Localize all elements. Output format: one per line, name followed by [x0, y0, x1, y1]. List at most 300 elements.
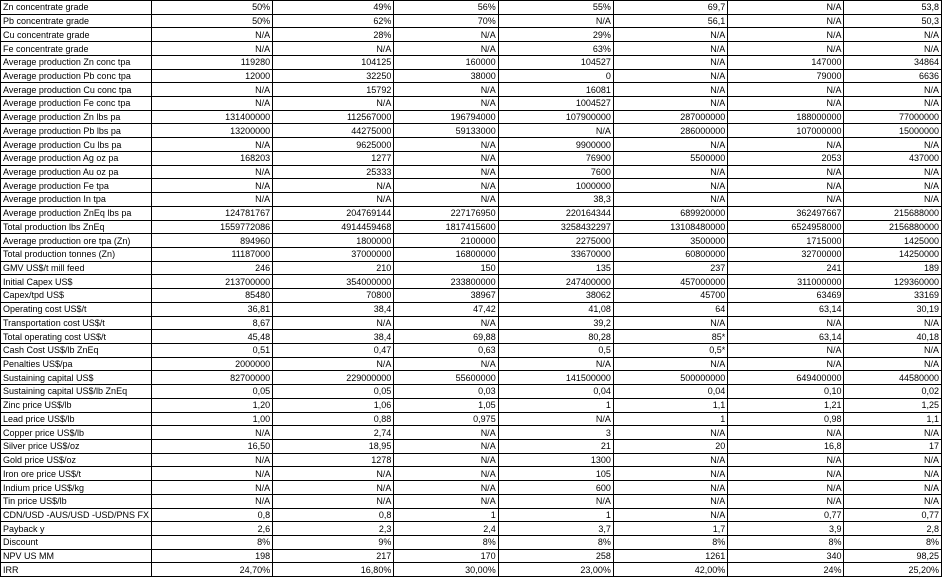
value-cell[interactable]: 30,19 [844, 302, 942, 316]
value-cell[interactable]: 247400000 [498, 275, 613, 289]
value-cell[interactable]: 147000 [728, 55, 844, 69]
value-cell[interactable]: 1800000 [273, 234, 394, 248]
value-cell[interactable]: 39,2 [498, 316, 613, 330]
value-cell[interactable]: 38,4 [273, 330, 394, 344]
value-cell[interactable]: 63469 [728, 289, 844, 303]
value-cell[interactable]: 210 [273, 261, 394, 275]
value-cell[interactable]: 47,42 [394, 302, 498, 316]
row-label-cell[interactable]: Sustaining capital US$/lb ZnEq [1, 385, 152, 399]
value-cell[interactable]: 500000000 [613, 371, 727, 385]
value-cell[interactable]: 215688000 [844, 206, 942, 220]
value-cell[interactable]: 40,18 [844, 330, 942, 344]
value-cell[interactable]: 168203 [152, 151, 273, 165]
value-cell[interactable]: 129360000 [844, 275, 942, 289]
row-label-cell[interactable]: Copper price US$/lb [1, 426, 152, 440]
value-cell[interactable]: N/A [844, 343, 942, 357]
value-cell[interactable]: 63,14 [728, 330, 844, 344]
value-cell[interactable]: N/A [844, 138, 942, 152]
row-label-cell[interactable]: Average production Zn lbs pa [1, 110, 152, 124]
value-cell[interactable]: 311000000 [728, 275, 844, 289]
value-cell[interactable]: 9625000 [273, 138, 394, 152]
value-cell[interactable]: 16,50 [152, 440, 273, 454]
value-cell[interactable]: 124781767 [152, 206, 273, 220]
value-cell[interactable]: 1,00 [152, 412, 273, 426]
value-cell[interactable]: 894960 [152, 234, 273, 248]
value-cell[interactable]: 160000 [394, 55, 498, 69]
value-cell[interactable]: 0,05 [273, 385, 394, 399]
value-cell[interactable]: N/A [613, 83, 727, 97]
row-label-cell[interactable]: Average production Pb lbs pa [1, 124, 152, 138]
value-cell[interactable]: 8% [613, 536, 727, 550]
value-cell[interactable]: 198 [152, 549, 273, 563]
value-cell[interactable]: 1300 [498, 453, 613, 467]
value-cell[interactable]: 1,21 [728, 398, 844, 412]
value-cell[interactable]: 188000000 [728, 110, 844, 124]
value-cell[interactable]: 70800 [273, 289, 394, 303]
value-cell[interactable]: N/A [728, 357, 844, 371]
value-cell[interactable]: N/A [844, 316, 942, 330]
value-cell[interactable]: N/A [844, 467, 942, 481]
value-cell[interactable]: 1277 [273, 151, 394, 165]
value-cell[interactable]: N/A [613, 453, 727, 467]
value-cell[interactable]: 213700000 [152, 275, 273, 289]
value-cell[interactable]: 1,25 [844, 398, 942, 412]
value-cell[interactable]: N/A [613, 357, 727, 371]
value-cell[interactable]: 220164344 [498, 206, 613, 220]
value-cell[interactable]: 1817415600 [394, 220, 498, 234]
value-cell[interactable]: 107000000 [728, 124, 844, 138]
value-cell[interactable]: 33169 [844, 289, 942, 303]
value-cell[interactable]: N/A [394, 453, 498, 467]
value-cell[interactable]: 37000000 [273, 247, 394, 261]
value-cell[interactable]: N/A [152, 179, 273, 193]
value-cell[interactable]: 18,95 [273, 440, 394, 454]
row-label-cell[interactable]: Tin price US$/lb [1, 494, 152, 508]
value-cell[interactable]: 70% [394, 14, 498, 28]
value-cell[interactable]: 85480 [152, 289, 273, 303]
row-label-cell[interactable]: Average production Cu lbs pa [1, 138, 152, 152]
value-cell[interactable]: 8% [728, 536, 844, 550]
row-label-cell[interactable]: Silver price US$/oz [1, 440, 152, 454]
value-cell[interactable]: 649400000 [728, 371, 844, 385]
value-cell[interactable]: 38967 [394, 289, 498, 303]
row-label-cell[interactable]: CDN/USD -AUS/USD -USD/PNS FX [1, 508, 152, 522]
value-cell[interactable]: N/A [273, 179, 394, 193]
value-cell[interactable]: 44580000 [844, 371, 942, 385]
row-label-cell[interactable]: Sustaining capital US$ [1, 371, 152, 385]
value-cell[interactable]: 0,77 [844, 508, 942, 522]
value-cell[interactable]: N/A [273, 316, 394, 330]
row-label-cell[interactable]: Total production lbs ZnEq [1, 220, 152, 234]
value-cell[interactable]: N/A [394, 494, 498, 508]
value-cell[interactable]: 32250 [273, 69, 394, 83]
value-cell[interactable]: N/A [273, 42, 394, 56]
value-cell[interactable]: 104527 [498, 55, 613, 69]
value-cell[interactable]: 25,20% [844, 563, 942, 577]
value-cell[interactable]: 6636 [844, 69, 942, 83]
value-cell[interactable]: 2,4 [394, 522, 498, 536]
value-cell[interactable]: 15792 [273, 83, 394, 97]
value-cell[interactable]: 21 [498, 440, 613, 454]
value-cell[interactable]: 0,10 [728, 385, 844, 399]
value-cell[interactable]: N/A [728, 426, 844, 440]
value-cell[interactable]: 34864 [844, 55, 942, 69]
value-cell[interactable]: 3 [498, 426, 613, 440]
value-cell[interactable]: N/A [728, 467, 844, 481]
value-cell[interactable]: N/A [394, 28, 498, 42]
value-cell[interactable]: 98,25 [844, 549, 942, 563]
row-label-cell[interactable]: Total production tonnes (Zn) [1, 247, 152, 261]
value-cell[interactable]: N/A [394, 138, 498, 152]
value-cell[interactable]: N/A [613, 138, 727, 152]
value-cell[interactable]: 63,14 [728, 302, 844, 316]
value-cell[interactable]: 286000000 [613, 124, 727, 138]
value-cell[interactable]: 1 [498, 508, 613, 522]
row-label-cell[interactable]: Discount [1, 536, 152, 550]
value-cell[interactable]: N/A [728, 1, 844, 15]
value-cell[interactable]: 362497667 [728, 206, 844, 220]
value-cell[interactable]: 12000 [152, 69, 273, 83]
value-cell[interactable]: 237 [613, 261, 727, 275]
value-cell[interactable]: N/A [728, 138, 844, 152]
value-cell[interactable]: N/A [394, 83, 498, 97]
value-cell[interactable]: 1425000 [844, 234, 942, 248]
row-label-cell[interactable]: Average production Fe tpa [1, 179, 152, 193]
value-cell[interactable]: N/A [844, 193, 942, 207]
value-cell[interactable]: 55% [498, 1, 613, 15]
value-cell[interactable]: 170 [394, 549, 498, 563]
value-cell[interactable]: 1,1 [613, 398, 727, 412]
value-cell[interactable]: 44275000 [273, 124, 394, 138]
value-cell[interactable]: 457000000 [613, 275, 727, 289]
value-cell[interactable]: N/A [728, 42, 844, 56]
value-cell[interactable]: 2,3 [273, 522, 394, 536]
row-label-cell[interactable]: Cu concentrate grade [1, 28, 152, 42]
value-cell[interactable]: 0,8 [273, 508, 394, 522]
value-cell[interactable]: 112567000 [273, 110, 394, 124]
value-cell[interactable]: 85* [613, 330, 727, 344]
value-cell[interactable]: 3,7 [498, 522, 613, 536]
row-label-cell[interactable]: Fe concentrate grade [1, 42, 152, 56]
value-cell[interactable]: N/A [152, 494, 273, 508]
value-cell[interactable]: 55600000 [394, 371, 498, 385]
value-cell[interactable]: 3500000 [613, 234, 727, 248]
value-cell[interactable]: N/A [394, 481, 498, 495]
value-cell[interactable]: N/A [152, 426, 273, 440]
row-label-cell[interactable]: Average production ZnEq lbs pa [1, 206, 152, 220]
row-label-cell[interactable]: Average production In tpa [1, 193, 152, 207]
row-label-cell[interactable]: Average production Ag oz pa [1, 151, 152, 165]
value-cell[interactable]: 0 [498, 69, 613, 83]
value-cell[interactable]: 0,63 [394, 343, 498, 357]
row-label-cell[interactable]: Indium price US$/kg [1, 481, 152, 495]
value-cell[interactable]: 141500000 [498, 371, 613, 385]
value-cell[interactable]: N/A [394, 426, 498, 440]
value-cell[interactable]: 14250000 [844, 247, 942, 261]
value-cell[interactable]: N/A [613, 193, 727, 207]
value-cell[interactable]: N/A [152, 193, 273, 207]
value-cell[interactable]: 8% [152, 536, 273, 550]
value-cell[interactable]: 38,3 [498, 193, 613, 207]
value-cell[interactable]: N/A [613, 42, 727, 56]
row-label-cell[interactable]: Average production ore tpa (Zn) [1, 234, 152, 248]
value-cell[interactable]: 30,00% [394, 563, 498, 577]
value-cell[interactable]: N/A [728, 481, 844, 495]
value-cell[interactable]: 69,7 [613, 1, 727, 15]
value-cell[interactable]: 13108480000 [613, 220, 727, 234]
value-cell[interactable]: 227176950 [394, 206, 498, 220]
value-cell[interactable]: 6524958000 [728, 220, 844, 234]
value-cell[interactable]: 42,00% [613, 563, 727, 577]
value-cell[interactable]: N/A [152, 97, 273, 111]
value-cell[interactable]: 1000000 [498, 179, 613, 193]
value-cell[interactable]: N/A [844, 97, 942, 111]
value-cell[interactable]: 9% [273, 536, 394, 550]
value-cell[interactable]: 0,5 [498, 343, 613, 357]
value-cell[interactable]: N/A [613, 28, 727, 42]
value-cell[interactable]: 11187000 [152, 247, 273, 261]
value-cell[interactable]: N/A [613, 481, 727, 495]
value-cell[interactable]: 49% [273, 1, 394, 15]
value-cell[interactable]: 2156880000 [844, 220, 942, 234]
row-label-cell[interactable]: Payback y [1, 522, 152, 536]
value-cell[interactable]: 1,1 [844, 412, 942, 426]
value-cell[interactable]: 82700000 [152, 371, 273, 385]
row-label-cell[interactable]: GMV US$/t mill feed [1, 261, 152, 275]
value-cell[interactable]: 8% [498, 536, 613, 550]
row-label-cell[interactable]: IRR [1, 563, 152, 577]
value-cell[interactable]: N/A [394, 179, 498, 193]
value-cell[interactable]: 50% [152, 1, 273, 15]
value-cell[interactable]: 20 [613, 440, 727, 454]
value-cell[interactable]: 2,74 [273, 426, 394, 440]
value-cell[interactable]: 3258432297 [498, 220, 613, 234]
value-cell[interactable]: 258 [498, 549, 613, 563]
value-cell[interactable]: 0,88 [273, 412, 394, 426]
value-cell[interactable]: N/A [728, 14, 844, 28]
value-cell[interactable]: 36,81 [152, 302, 273, 316]
value-cell[interactable]: N/A [152, 467, 273, 481]
value-cell[interactable]: 0,02 [844, 385, 942, 399]
value-cell[interactable]: N/A [728, 28, 844, 42]
value-cell[interactable]: 16800000 [394, 247, 498, 261]
row-label-cell[interactable]: Average production Cu conc tpa [1, 83, 152, 97]
value-cell[interactable]: 1,06 [273, 398, 394, 412]
value-cell[interactable]: 246 [152, 261, 273, 275]
value-cell[interactable]: 8% [394, 536, 498, 550]
value-cell[interactable]: N/A [613, 467, 727, 481]
row-label-cell[interactable]: Average production Fe conc tpa [1, 97, 152, 111]
value-cell[interactable]: 69,88 [394, 330, 498, 344]
value-cell[interactable]: 28% [273, 28, 394, 42]
value-cell[interactable]: N/A [152, 42, 273, 56]
value-cell[interactable]: N/A [613, 55, 727, 69]
value-cell[interactable]: 135 [498, 261, 613, 275]
row-label-cell[interactable]: Iron ore price US$/t [1, 467, 152, 481]
value-cell[interactable]: N/A [844, 426, 942, 440]
row-label-cell[interactable]: NPV US MM [1, 549, 152, 563]
value-cell[interactable]: 2275000 [498, 234, 613, 248]
value-cell[interactable]: 62% [273, 14, 394, 28]
value-cell[interactable]: 1,05 [394, 398, 498, 412]
value-cell[interactable]: 33670000 [498, 247, 613, 261]
value-cell[interactable]: 150 [394, 261, 498, 275]
value-cell[interactable]: 1278 [273, 453, 394, 467]
value-cell[interactable]: 600 [498, 481, 613, 495]
value-cell[interactable]: 196794000 [394, 110, 498, 124]
value-cell[interactable]: 0,5* [613, 343, 727, 357]
value-cell[interactable]: 287000000 [613, 110, 727, 124]
value-cell[interactable]: N/A [728, 453, 844, 467]
value-cell[interactable]: 16,80% [273, 563, 394, 577]
value-cell[interactable]: 1559772086 [152, 220, 273, 234]
value-cell[interactable]: 60800000 [613, 247, 727, 261]
row-label-cell[interactable]: Lead price US$/lb [1, 412, 152, 426]
value-cell[interactable]: 0,98 [728, 412, 844, 426]
value-cell[interactable]: 241 [728, 261, 844, 275]
value-cell[interactable]: 689920000 [613, 206, 727, 220]
value-cell[interactable]: N/A [844, 179, 942, 193]
value-cell[interactable]: N/A [844, 494, 942, 508]
value-cell[interactable]: N/A [152, 28, 273, 42]
value-cell[interactable]: 437000 [844, 151, 942, 165]
value-cell[interactable]: N/A [498, 357, 613, 371]
row-label-cell[interactable]: Penalties US$/pa [1, 357, 152, 371]
value-cell[interactable]: N/A [613, 97, 727, 111]
row-label-cell[interactable]: Average production Pb conc tpa [1, 69, 152, 83]
value-cell[interactable]: 2,6 [152, 522, 273, 536]
value-cell[interactable]: 119280 [152, 55, 273, 69]
value-cell[interactable]: N/A [394, 357, 498, 371]
row-label-cell[interactable]: Cash Cost US$/lb ZnEq [1, 343, 152, 357]
value-cell[interactable]: 17 [844, 440, 942, 454]
value-cell[interactable]: 1261 [613, 549, 727, 563]
value-cell[interactable]: 0,975 [394, 412, 498, 426]
value-cell[interactable]: N/A [498, 124, 613, 138]
value-cell[interactable]: 105 [498, 467, 613, 481]
value-cell[interactable]: N/A [273, 467, 394, 481]
value-cell[interactable]: N/A [394, 97, 498, 111]
value-cell[interactable]: 217 [273, 549, 394, 563]
value-cell[interactable]: 29% [498, 28, 613, 42]
value-cell[interactable]: 45700 [613, 289, 727, 303]
value-cell[interactable]: N/A [152, 83, 273, 97]
value-cell[interactable]: N/A [613, 316, 727, 330]
value-cell[interactable]: N/A [728, 316, 844, 330]
value-cell[interactable]: N/A [613, 165, 727, 179]
value-cell[interactable]: N/A [273, 494, 394, 508]
value-cell[interactable]: N/A [498, 14, 613, 28]
value-cell[interactable]: N/A [394, 193, 498, 207]
value-cell[interactable]: N/A [728, 193, 844, 207]
value-cell[interactable]: 229000000 [273, 371, 394, 385]
value-cell[interactable]: 53,8 [844, 1, 942, 15]
value-cell[interactable]: N/A [273, 193, 394, 207]
row-label-cell[interactable]: Operating cost US$/t [1, 302, 152, 316]
value-cell[interactable]: N/A [844, 453, 942, 467]
value-cell[interactable]: 0,05 [152, 385, 273, 399]
value-cell[interactable]: 1 [498, 398, 613, 412]
value-cell[interactable]: 8,67 [152, 316, 273, 330]
value-cell[interactable]: 32700000 [728, 247, 844, 261]
value-cell[interactable]: 0,77 [728, 508, 844, 522]
value-cell[interactable]: 16,8 [728, 440, 844, 454]
row-label-cell[interactable]: Average production Au oz pa [1, 165, 152, 179]
value-cell[interactable]: 59133000 [394, 124, 498, 138]
value-cell[interactable]: 38,4 [273, 302, 394, 316]
value-cell[interactable]: 204769144 [273, 206, 394, 220]
value-cell[interactable]: 0,8 [152, 508, 273, 522]
value-cell[interactable]: N/A [728, 165, 844, 179]
value-cell[interactable]: N/A [273, 97, 394, 111]
value-cell[interactable]: 5500000 [613, 151, 727, 165]
value-cell[interactable]: 2000000 [152, 357, 273, 371]
row-label-cell[interactable]: Average production Zn conc tpa [1, 55, 152, 69]
value-cell[interactable]: N/A [844, 42, 942, 56]
value-cell[interactable]: 2,8 [844, 522, 942, 536]
value-cell[interactable]: N/A [613, 179, 727, 193]
value-cell[interactable]: 1 [394, 508, 498, 522]
value-cell[interactable]: 25333 [273, 165, 394, 179]
value-cell[interactable]: 64 [613, 302, 727, 316]
value-cell[interactable]: N/A [394, 467, 498, 481]
value-cell[interactable]: 3,9 [728, 522, 844, 536]
value-cell[interactable]: 0,51 [152, 343, 273, 357]
value-cell[interactable]: 38062 [498, 289, 613, 303]
value-cell[interactable]: 340 [728, 549, 844, 563]
value-cell[interactable]: 24% [728, 563, 844, 577]
value-cell[interactable]: 189 [844, 261, 942, 275]
value-cell[interactable]: 4914459468 [273, 220, 394, 234]
row-label-cell[interactable]: Zinc price US$/lb [1, 398, 152, 412]
value-cell[interactable]: N/A [844, 28, 942, 42]
value-cell[interactable]: 38000 [394, 69, 498, 83]
value-cell[interactable]: 41,08 [498, 302, 613, 316]
value-cell[interactable]: 0,47 [273, 343, 394, 357]
value-cell[interactable]: N/A [152, 165, 273, 179]
value-cell[interactable]: 50,3 [844, 14, 942, 28]
value-cell[interactable]: N/A [152, 453, 273, 467]
value-cell[interactable]: N/A [498, 494, 613, 508]
value-cell[interactable]: 77000000 [844, 110, 942, 124]
value-cell[interactable]: N/A [394, 440, 498, 454]
value-cell[interactable]: 233800000 [394, 275, 498, 289]
value-cell[interactable]: 23,00% [498, 563, 613, 577]
value-cell[interactable]: N/A [273, 481, 394, 495]
value-cell[interactable]: N/A [394, 42, 498, 56]
value-cell[interactable]: N/A [394, 151, 498, 165]
value-cell[interactable]: 13200000 [152, 124, 273, 138]
value-cell[interactable]: 50% [152, 14, 273, 28]
value-cell[interactable]: 45,48 [152, 330, 273, 344]
row-label-cell[interactable]: Zn concentrate grade [1, 1, 152, 15]
value-cell[interactable]: 9900000 [498, 138, 613, 152]
value-cell[interactable]: N/A [152, 481, 273, 495]
value-cell[interactable]: 63% [498, 42, 613, 56]
value-cell[interactable]: 76900 [498, 151, 613, 165]
value-cell[interactable]: N/A [728, 494, 844, 508]
row-label-cell[interactable]: Gold price US$/oz [1, 453, 152, 467]
value-cell[interactable]: N/A [498, 412, 613, 426]
value-cell[interactable]: 1,20 [152, 398, 273, 412]
value-cell[interactable]: 2053 [728, 151, 844, 165]
row-label-cell[interactable]: Initial Capex US$ [1, 275, 152, 289]
value-cell[interactable]: N/A [613, 426, 727, 440]
value-cell[interactable]: 56,1 [613, 14, 727, 28]
value-cell[interactable]: 1,7 [613, 522, 727, 536]
value-cell[interactable]: N/A [273, 357, 394, 371]
value-cell[interactable]: 8% [844, 536, 942, 550]
